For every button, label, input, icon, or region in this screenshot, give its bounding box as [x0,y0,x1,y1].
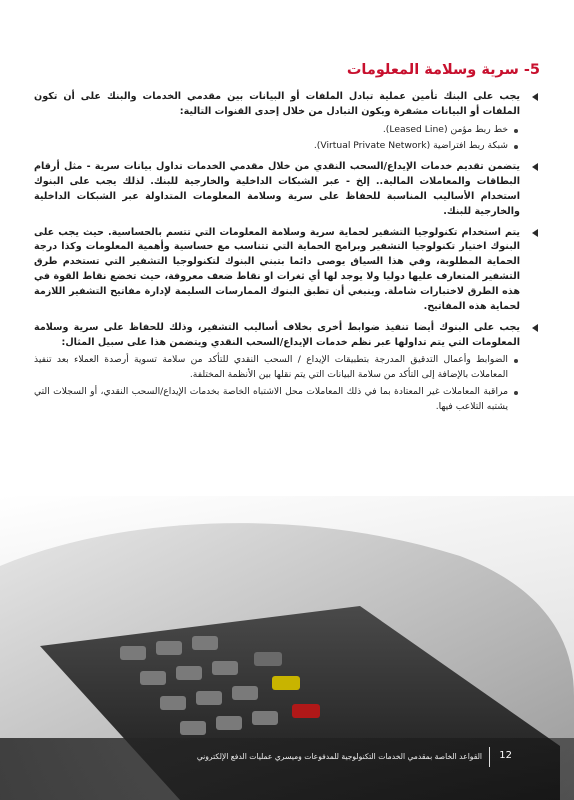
bullet-dot-icon [514,145,518,149]
footer-divider [489,747,490,767]
paragraph-2 [34,160,540,219]
footer-bar [0,738,574,800]
bullet-dot-icon [514,391,518,395]
paragraph-1 [34,90,540,154]
main-content [34,62,540,420]
paragraph-3 [34,226,540,315]
page-number: 12 [499,750,512,761]
list-item: الضوابط وأعمال التدقيق المدرجة بتطبيقات الإيداع / السحب النقدي للتأكد من سلامة تسوية أرصدة العملاء بعد تنفيذ المعاملات بالإضافة إلى التأكد من سلامة البيانات التي يتم نقلها بين الأنظمة المختلفة. [34,353,520,382]
arrow-bullet-icon [532,324,538,332]
list-item: مراقبة المعاملات غير المعتادة بما في ذلك المعاملات محل الاشتباه الخاصة بخدمات الإيداع/السحب النقدي، أو السجلات التي يشتبه التلاعب فيها. [34,385,520,414]
sub-list [34,353,520,414]
yellow-key [272,676,300,690]
arrow-bullet-icon [532,229,538,237]
red-key [292,704,320,718]
arrow-bullet-icon [532,93,538,101]
section-title: 5- سرية وسلامة المعلومات [346,62,540,78]
bullet-dot-icon [514,129,518,133]
footer-text: القواعد الخاصة بمقدمي الخدمات التكنولوجية للمدفوعات وميسري عمليات الدفع الإلكتروني [196,752,482,761]
paragraph-text: يتضمن تقديم خدمات الإيداع/السحب النقدي من خلال مقدمي الخدمات تداول بيانات سرية - مثل أرقام البطاقات والمعاملات المالية.. إلخ - عبر الشبكات الداخلية والخارجية للبنك. لذلك يجب على البنوك استخدام الأساليب المناسبة للحفاظ على سرية وسلامة المعلومات المتداولة عبر الشبكات الداخلية والخارجية للبنك. [34,161,520,217]
side-key [254,652,282,666]
paragraph-text: يتم استخدام تكنولوجيا التشفير لحماية سرية وسلامة المعلومات التي تتسم بالحساسية. حيث يجب على البنوك اختيار تكنولوجيا التشفير وبرامج الحماية التي تتناسب مع حساسية وأهمية المعلومات وكذا درجة الحماية المطلوبة، وفي هذا السياق يوصى دائما بتبني البنوك لتكنولوجيا التشفير التي تستخدم طرق التشفير المتعارف عليها دوليا ولا يوجد لها أي ثغرات او نقاط ضعف معروفة، حيث تخضع نقاط القوة في هذه الطرق لاختبارات شاملة. وينبغي أن تطبق البنوك الممارسات السليمة لإدارة مفاتيح التشفير اللازمة لحماية هذه المفاتيح. [34,226,520,312]
paragraph-4 [34,321,540,415]
arrow-bullet-icon [532,163,538,171]
list-item: شبكة ربط افتراضية (Virtual Private Network). [34,139,520,154]
sub-list [34,123,520,154]
bullet-dot-icon [514,359,518,363]
list-item: خط ربط مؤمن (Leased Line). [34,123,520,138]
paragraph-text: يجب على البنوك أيضا تنفيذ ضوابط أخرى بخلاف أساليب التشفير، وذلك للحفاظ على سرية وسلامة المعلومات التي يتم تداولها عبر نظم خدمات الإيداع/السحب النقدي ويتضمن هذا على سبيل المثال: [34,321,520,348]
paragraph-text: يجب على البنك تأمين عملية تبادل الملفات أو البيانات بين مقدمي الخدمات والبنك على أن تكون الملفات أو البيانات مشفرة ويكون التبادل من خلال إحدى القنوات التالية: [34,91,520,117]
